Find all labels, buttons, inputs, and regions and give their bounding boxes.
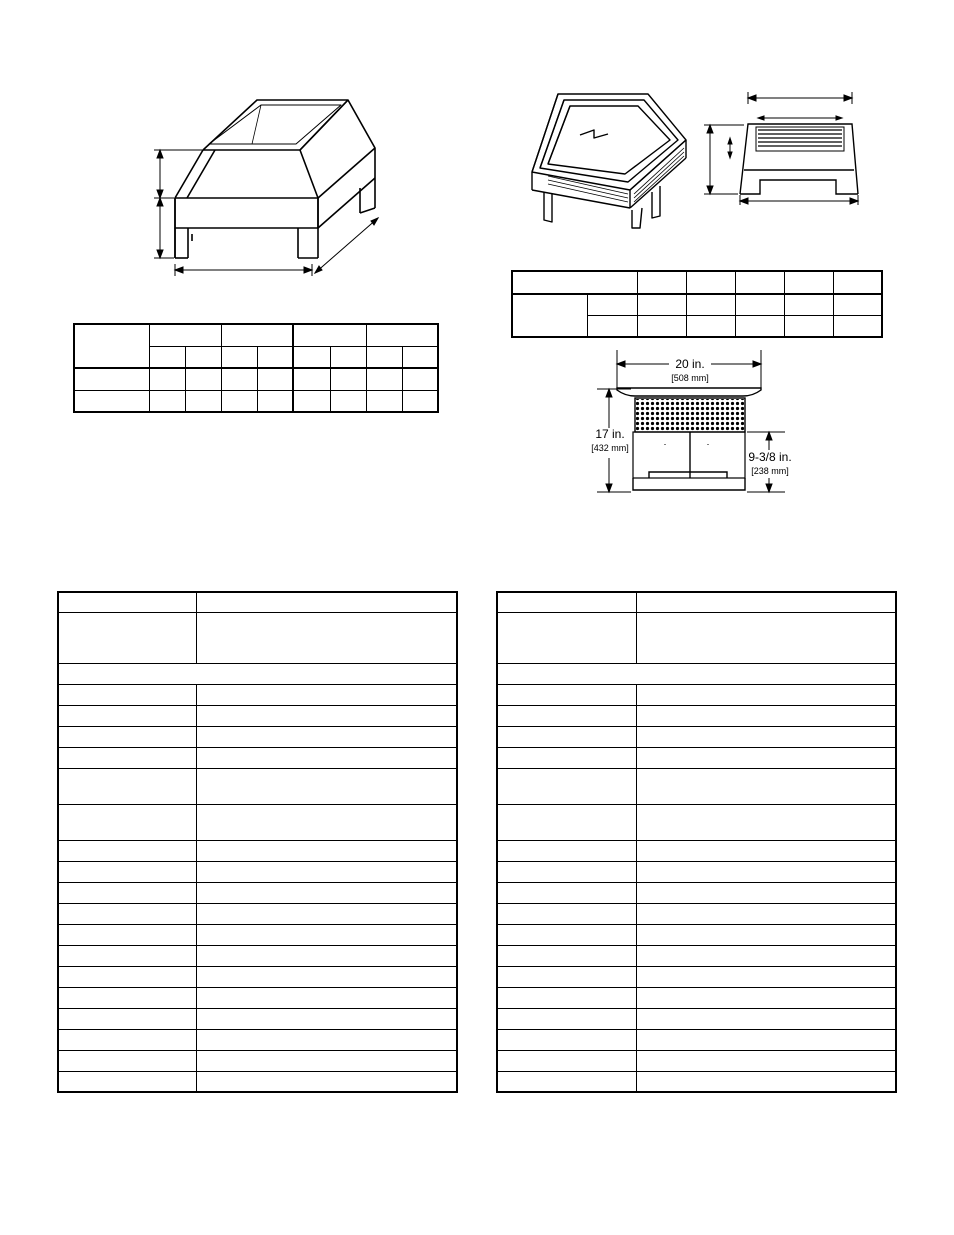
table-row: [58, 903, 196, 924]
subheader-cell: [402, 346, 438, 368]
component-table-left: [57, 591, 458, 1093]
table-row: [497, 726, 636, 747]
table-row: [58, 1050, 196, 1071]
table-row: [497, 861, 636, 882]
table-row: [58, 1071, 196, 1092]
table-row: [497, 592, 636, 612]
table-row: [58, 1029, 196, 1050]
header-cell: [637, 271, 686, 294]
frame-perspective-illustration: [528, 90, 688, 230]
table-row: [497, 966, 636, 987]
header-cell: [221, 324, 293, 346]
table-row: [497, 1008, 636, 1029]
table-row: [58, 861, 196, 882]
header-cell: [512, 271, 637, 294]
table-row: [497, 882, 636, 903]
table-row: [497, 804, 636, 840]
header-cell: [784, 271, 833, 294]
cap-dimensions-table-right: [511, 270, 883, 338]
table-row: [497, 924, 636, 945]
table-row: [58, 966, 196, 987]
header-cell: [686, 271, 735, 294]
table-row: [497, 747, 636, 768]
table-row: [497, 705, 636, 726]
section-row: [58, 663, 457, 684]
section-row: [497, 663, 896, 684]
row-label-cell: [512, 294, 587, 337]
header-cell: [149, 324, 221, 346]
base-height-metric-label: [238 mm]: [751, 466, 789, 476]
table-row: [58, 945, 196, 966]
header-cell: [735, 271, 784, 294]
table-row: [497, 945, 636, 966]
table-row: [58, 924, 196, 945]
table-row: [497, 1050, 636, 1071]
cap-dimensions-table-left: [73, 323, 439, 413]
subheader-cell: [330, 346, 366, 368]
header-cell: [74, 324, 149, 368]
width-metric-label: [508 mm]: [671, 373, 709, 383]
cap-elevation-dimensioned: [585, 346, 800, 498]
table-row: [58, 804, 196, 840]
height-label: 17 in.: [595, 427, 625, 441]
table-row: [58, 592, 196, 612]
header-cell: [833, 271, 882, 294]
table-row: [58, 612, 196, 663]
base-height-label: 9-3/8 in.: [748, 450, 792, 464]
table-row: [58, 705, 196, 726]
termination-cap-illustration-left: [140, 88, 400, 288]
table-row: [58, 684, 196, 705]
table-row: [58, 840, 196, 861]
table-row: [58, 882, 196, 903]
height-metric-label: [432 mm]: [591, 443, 629, 453]
subheader-cell: [185, 346, 221, 368]
table-row: [497, 840, 636, 861]
subheader-cell: [293, 346, 330, 368]
frame-elevation-illustration: [698, 90, 862, 208]
subheader-cell: [257, 346, 293, 368]
table-row: [58, 987, 196, 1008]
table-row: [497, 1029, 636, 1050]
header-cell: [366, 324, 438, 346]
row-label-cell: [74, 368, 149, 390]
component-table-right: [496, 591, 897, 1093]
table-row: [497, 1071, 636, 1092]
subheader-cell: [149, 346, 185, 368]
table-row: [58, 768, 196, 804]
header-cell: [293, 324, 366, 346]
table-row: [58, 726, 196, 747]
table-row: [497, 612, 636, 663]
width-label: 20 in.: [675, 357, 705, 371]
subheader-cell: [366, 346, 402, 368]
subheader-cell: [221, 346, 257, 368]
table-row: [497, 987, 636, 1008]
table-row: [58, 1008, 196, 1029]
table-row: [497, 768, 636, 804]
table-row: [497, 903, 636, 924]
table-row: [497, 684, 636, 705]
table-row: [58, 747, 196, 768]
row-label-cell: [74, 390, 149, 412]
